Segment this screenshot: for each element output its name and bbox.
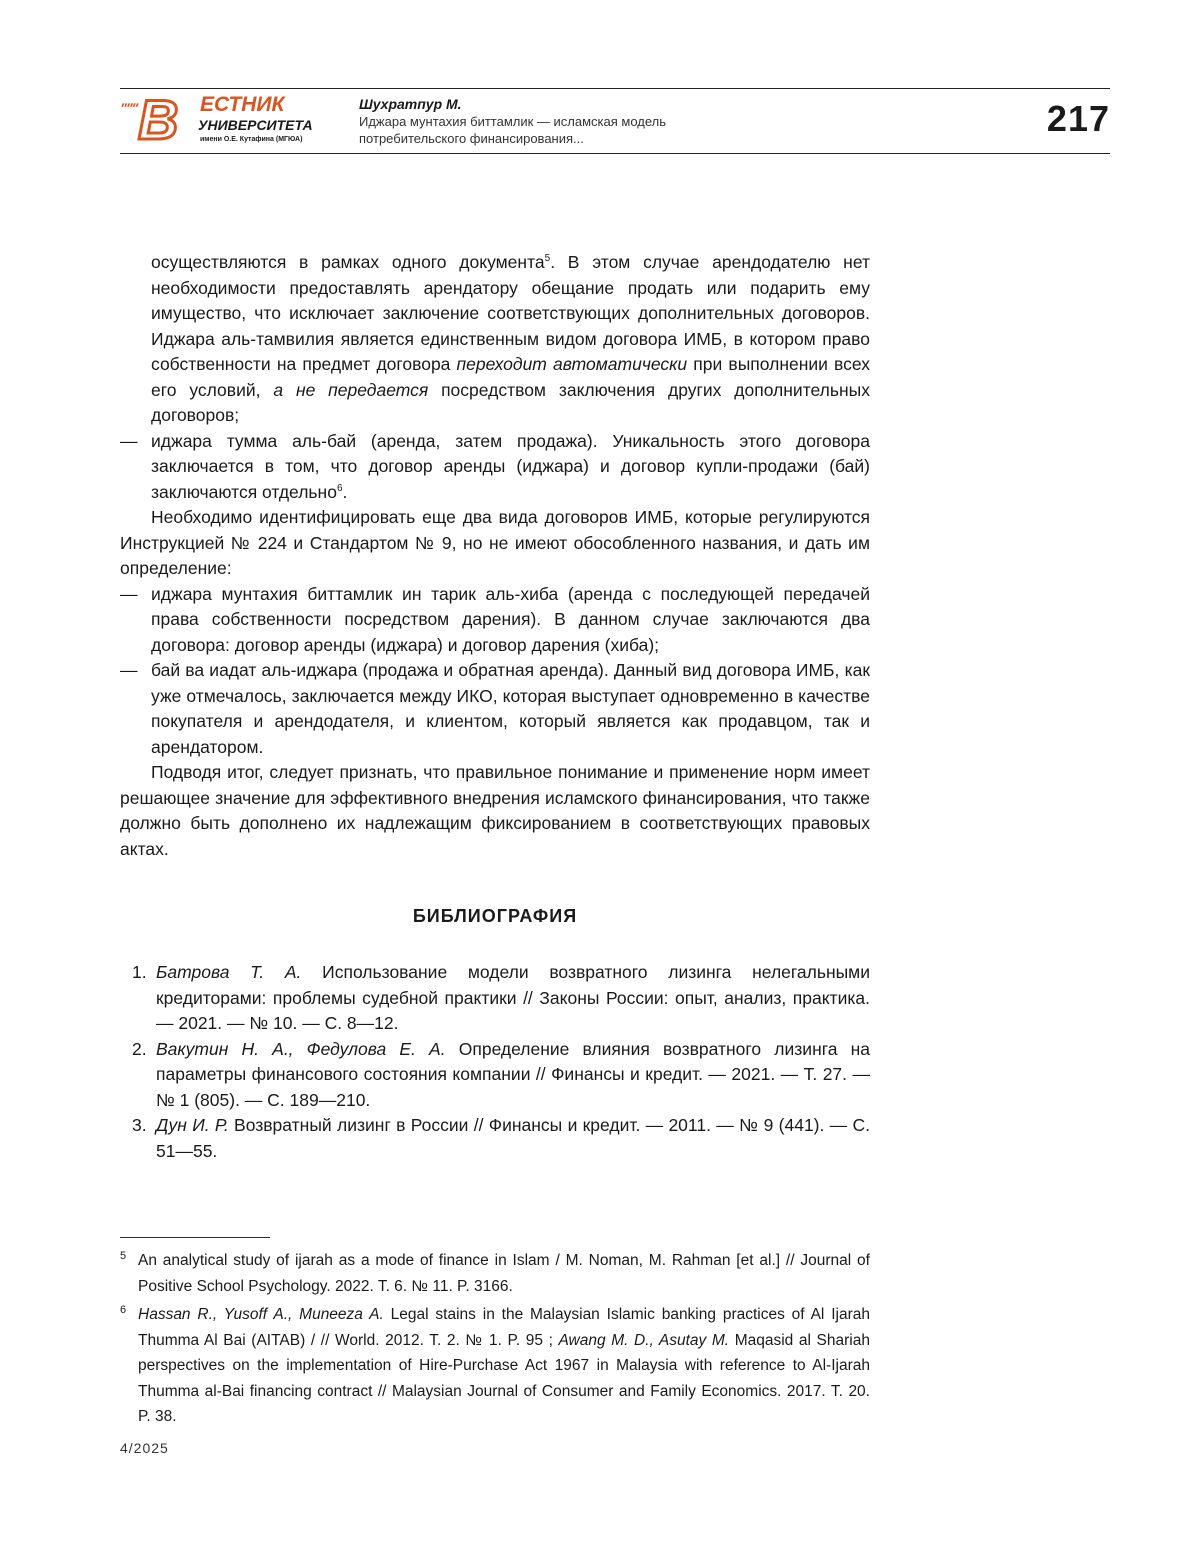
dash-mark: — xyxy=(120,429,138,455)
logo-caption: имени О.Е. Кутафина (МГЮА) xyxy=(200,135,302,144)
bibliography-item: 1. Батрова Т. А. Использование модели возвратного лизинга нелегальными кредиторами: проблемы судебной практики // Законы России: опыт, анализ, практика. — 2021. — № 10. — С. 8—12. xyxy=(120,960,870,1037)
issue-number: 4/2025 xyxy=(120,1440,169,1456)
paragraph: Необходимо идентифицировать еще два вида договоров ИМБ, которые регулируются Инструкцией № 224 и Стандартом № 9, но не имеют обособленного названия, и дать им определение: xyxy=(120,505,870,582)
journal-logo xyxy=(120,91,330,149)
footnote: 5 An analytical study of ijarah as a mode of finance in Islam / M. Noman, M. Rahman [et al.] // Journal of Positive School Psychology. 2022. T. 6. № 11. P. 3166. xyxy=(120,1248,870,1299)
bibliography-item: 2. Вакутин Н. А., Федулова Е. А. Определение влияния возвратного лизинга на параметры финансового состояния компании // Финансы и кредит. — 2021. — Т. 27. — № 1 (805). — С. 189—210. xyxy=(120,1037,870,1114)
logo-title: ЕСТНИК xyxy=(200,94,284,116)
article-body xyxy=(120,250,870,862)
running-header xyxy=(120,88,1110,154)
bibliography-item: 3. Дун И. Р. Возвратный лизинг в России // Финансы и кредит. — 2011. — № 9 (441). — С. 51—55. xyxy=(120,1113,870,1164)
paragraph: Подводя итог, следует признать, что правильное понимание и применение норм имеет решающее значение для эффективного внедрения исламского финансирования, что также должно быть дополнено их надлежащим фиксированием в соответствующих правовых актах. xyxy=(120,760,870,862)
dash-mark: — xyxy=(120,582,138,608)
list-item: — бай ва иадат аль-иджара (продажа и обратная аренда). Данный вид договора ИМБ, как уже отмечалось, заключается между ИКО, которая выступает одновременно в качестве покупателя и арендодателя, и клиентом, который является как продавцом, так и арендатором. xyxy=(120,658,870,760)
logo-ticks: """ xyxy=(117,100,140,116)
footnote-divider xyxy=(120,1237,270,1238)
footnotes xyxy=(120,1248,870,1433)
footnote-ref[interactable]: 5 xyxy=(545,253,551,264)
list-item: — иджара тумма аль-бай (аренда, затем продажа). Уникальность этого договора заключается в том, что договор аренды (иджара) и договор купли-продажи (бай) заключаются отдельно6. xyxy=(120,429,870,506)
list-item: — иджара мунтахия биттамлик ин тарик аль-хиба (аренда с последующей передачей права собственности посредством дарения). В данном случае заключаются два договора: договор аренды (иджара) и договор дарения (хиба); xyxy=(120,582,870,659)
logo-letter: В xyxy=(138,91,176,149)
bibliography-heading: БИБЛИОГРАФИЯ xyxy=(120,906,870,927)
header-title-line: потребительского финансирования... xyxy=(359,130,879,147)
footnote: 6 Hassan R., Yusoff A., Muneeza A. Legal stains in the Malaysian Islamic banking practices of Al Ijarah Thumma Al Bai (AITAB) / // World. 2012. T. 2. № 1. P. 95 ; Awang M. D., Asutay M. Maqasid al Shariah perspectives on the implementation of Hire-Purchase Act 1967 in Malaysia with reference to Al-Ijarah Thumma al-Bai financing contract // Malaysian Journal of Consumer and Family Economics. 2017. T. 20. P. 38. xyxy=(120,1302,870,1430)
header-title-line: Иджара мунтахия биттамлик — исламская модель xyxy=(359,113,879,130)
dash-mark: — xyxy=(120,658,138,684)
logo-subtitle: УНИВЕРСИТЕТА xyxy=(198,117,313,133)
header-article-info xyxy=(359,95,879,147)
paragraph: осуществляются в рамках одного документа5. В этом случае арендодателю нет необходимости предоставлять арендатору обещание продать или подарить ему имущество, что исключает заключение соответствующих дополнительных договоров. Иджара аль-тамвилия является единственным видом договора ИМБ, в котором право собственности на предмет договора переходит автоматически при выполнении всех его условий, а не передается посредством заключения других дополнительных договоров; xyxy=(120,250,870,429)
footnote-ref[interactable]: 6 xyxy=(337,483,343,494)
page-number: 217 xyxy=(1047,97,1110,141)
bibliography-list xyxy=(120,960,870,1164)
header-author: Шухратпур М. xyxy=(359,95,879,113)
